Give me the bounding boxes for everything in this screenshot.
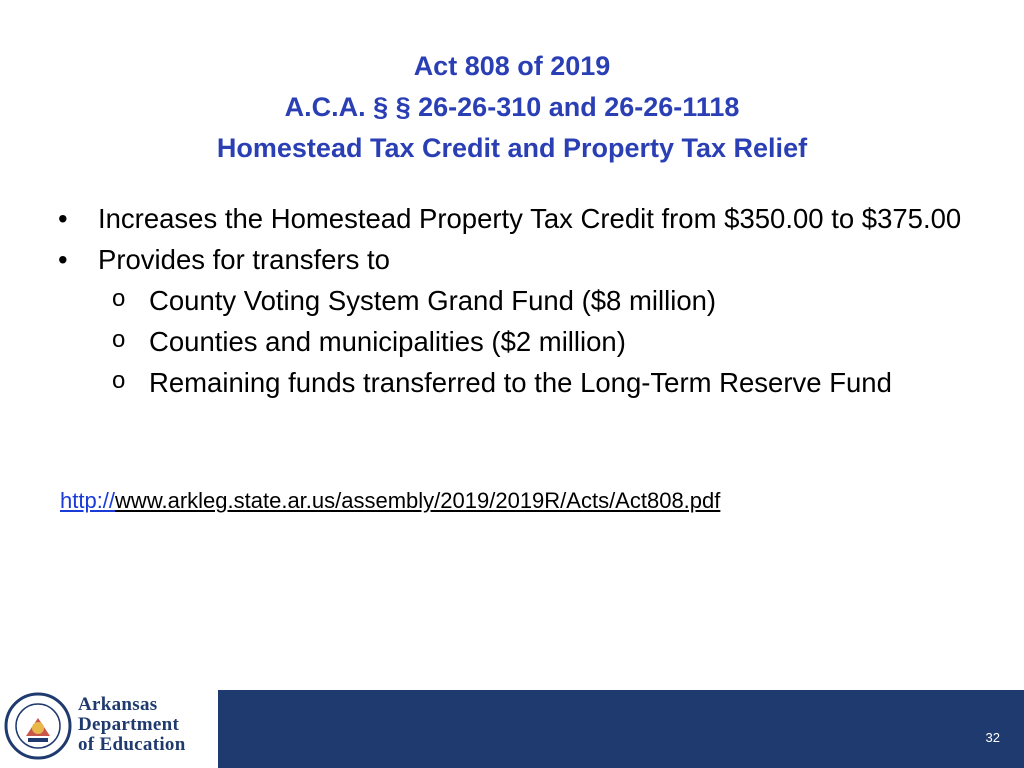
- org-name-line1: Arkansas: [78, 694, 158, 715]
- title-line-act: Act 808 of 2019: [413, 51, 611, 81]
- bullet-text: Increases the Homestead Property Tax Credit from $350.00 to $375.00: [98, 203, 962, 234]
- sub-bullet-text: County Voting System Grand Fund ($8 million): [149, 285, 717, 316]
- org-name-line3: of Education: [78, 734, 186, 755]
- department-seal-icon: [4, 692, 72, 760]
- sub-bullet-marker: o: [112, 285, 126, 312]
- bullet-text: Provides for transfers to: [98, 244, 390, 275]
- sub-bullet-marker: o: [112, 326, 126, 353]
- department-name: [78, 695, 186, 755]
- act-pdf-link[interactable]: [60, 484, 720, 518]
- bullet-item: [58, 239, 978, 280]
- slide-title: [0, 46, 1024, 169]
- sub-bullet-text: Counties and municipalities ($2 million): [149, 326, 626, 357]
- bullet-item: [58, 198, 978, 239]
- sub-bullet-text: Remaining funds transferred to the Long-Term Reserve Fund: [149, 367, 892, 398]
- bullet-list: [58, 198, 978, 403]
- footer-logo: [0, 690, 218, 768]
- sub-bullet-marker: o: [112, 367, 126, 394]
- title-line-subject: Homestead Tax Credit and Property Tax Relief: [216, 133, 808, 163]
- footer-bar: [218, 690, 1024, 768]
- page-number: 32: [985, 730, 1000, 745]
- link-scheme[interactable]: http://: [60, 488, 116, 513]
- bullet-marker: •: [58, 244, 68, 275]
- sub-bullet-item: [58, 280, 978, 321]
- sub-bullet-item: [58, 321, 978, 362]
- bullet-marker: •: [58, 203, 68, 234]
- title-line-aca: A.C.A. § § 26-26-310 and 26-26-1118: [284, 92, 740, 122]
- sub-bullet-item: [58, 362, 978, 403]
- link-path[interactable]: www.arkleg.state.ar.us/assembly/2019/2019R/Acts/Act808.pdf: [115, 488, 721, 513]
- org-name-line2: Department: [78, 714, 180, 735]
